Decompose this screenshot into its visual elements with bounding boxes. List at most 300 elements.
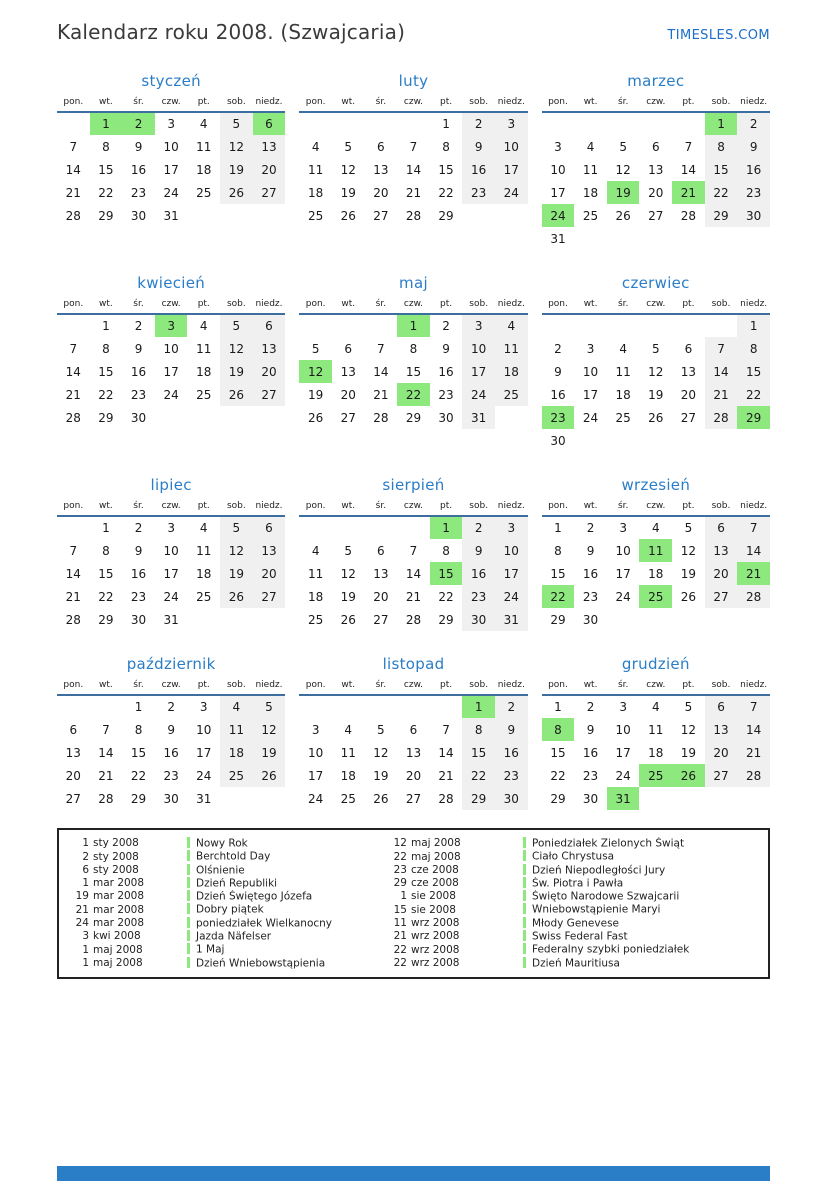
- day-cell: 5: [651, 341, 660, 356]
- month-table: [299, 678, 527, 810]
- legend-holiday-label: Dzień Mauritiusa: [532, 957, 620, 970]
- day-cell: 28: [680, 208, 697, 223]
- day-cell: 29: [438, 208, 454, 223]
- day-cell: 28: [65, 208, 81, 223]
- empty-day-cell: [332, 695, 365, 718]
- empty-day-cell: [705, 227, 738, 250]
- weekday-label: sob.: [705, 95, 738, 112]
- day-cell: 31: [163, 612, 179, 627]
- empty-day-cell: [462, 204, 495, 227]
- legend-row: [67, 864, 760, 877]
- empty-day-cell: [495, 406, 528, 429]
- holiday-marker-icon: [523, 877, 526, 888]
- day-cell: 16: [582, 745, 599, 760]
- day-cell: 21: [65, 387, 81, 402]
- week-row: [57, 585, 285, 608]
- week-row: [299, 406, 527, 429]
- day-cell: 13: [65, 745, 81, 760]
- legend-date: 1 maj 2008: [82, 943, 143, 956]
- weekday-label: niedz.: [495, 499, 528, 516]
- day-cell: 15: [550, 745, 566, 760]
- weekend-day-cell: 26: [220, 585, 253, 608]
- holiday-marker-icon: [187, 837, 190, 848]
- weekend-day-cell: 8: [462, 718, 495, 741]
- day-cell: 13: [648, 162, 664, 177]
- weekday-label: wt.: [574, 678, 607, 695]
- month-table: [57, 678, 285, 810]
- weekend-day-cell: 9: [737, 135, 770, 158]
- day-cell: 17: [163, 364, 179, 379]
- day-cell: 8: [134, 722, 143, 737]
- legend-holiday-name: [523, 943, 760, 956]
- holiday-day-cell: 1: [397, 314, 430, 337]
- week-row: [542, 337, 770, 360]
- weekend-day-cell: 10: [495, 135, 528, 158]
- day-cell: 24: [196, 768, 212, 783]
- weekend-day-cell: 10: [495, 539, 528, 562]
- legend-date: 22 maj 2008: [393, 850, 461, 863]
- weekday-label: pt.: [672, 499, 705, 516]
- weekday-label: czw.: [397, 499, 430, 516]
- weekday-label: pt.: [187, 499, 220, 516]
- day-cell: 30: [163, 791, 179, 806]
- legend-row: [67, 877, 760, 890]
- legend-date: 15 sie 2008: [393, 903, 456, 916]
- day-cell: 17: [615, 745, 631, 760]
- legend-holiday-name: [523, 850, 760, 863]
- day-cell: 1: [102, 319, 110, 333]
- weekday-label: czw.: [397, 678, 430, 695]
- weekend-day-cell: 13: [253, 539, 286, 562]
- empty-day-cell: [672, 429, 705, 452]
- day-cell: 20: [373, 589, 389, 604]
- month-table: [542, 678, 770, 810]
- weekday-label: sob.: [462, 499, 495, 516]
- day-cell: 16: [130, 364, 147, 379]
- weekday-label: niedz.: [737, 678, 770, 695]
- empty-day-cell: [430, 695, 463, 718]
- weekday-label: pon.: [57, 297, 90, 314]
- empty-day-cell: [155, 406, 188, 429]
- weekday-label: sob.: [220, 297, 253, 314]
- month-table: [542, 499, 770, 631]
- day-cell: 3: [167, 117, 175, 131]
- day-cell: 9: [167, 722, 175, 737]
- week-row: [542, 383, 770, 406]
- month-10: [57, 655, 285, 810]
- day-cell: 25: [196, 387, 212, 402]
- weekend-day-cell: 15: [462, 741, 495, 764]
- day-cell: 7: [684, 139, 693, 154]
- weekend-day-cell: 9: [495, 718, 528, 741]
- holiday-day-cell: 25: [639, 585, 672, 608]
- weekend-day-cell: 7: [737, 695, 770, 718]
- day-cell: 8: [442, 543, 450, 558]
- empty-day-cell: [253, 406, 286, 429]
- legend-date: 21 wrz 2008: [393, 930, 460, 943]
- week-row: [57, 383, 285, 406]
- weekend-day-cell: 22: [705, 181, 738, 204]
- holiday-day-cell: 15: [430, 562, 463, 585]
- legend-holiday-label: Dzień Wniebowstąpienia: [196, 957, 326, 970]
- day-cell: 17: [163, 566, 179, 581]
- legend-date: 1 sty 2008: [82, 837, 139, 850]
- day-cell: 4: [311, 139, 320, 154]
- weekend-day-cell: 24: [462, 383, 495, 406]
- weekday-label: śr.: [365, 678, 398, 695]
- day-cell: 15: [98, 162, 114, 177]
- day-cell: 4: [586, 139, 595, 154]
- day-cell: 14: [98, 745, 114, 760]
- page-title: Kalendarz roku 2008. (Szwajcaria): [57, 20, 406, 44]
- legend-holiday-name: [187, 903, 385, 916]
- site-link[interactable]: TIMESLES.COM: [667, 28, 770, 43]
- weekend-day-cell: 13: [253, 337, 286, 360]
- weekday-label: śr.: [607, 499, 640, 516]
- empty-day-cell: [672, 608, 705, 631]
- day-cell: 26: [373, 791, 389, 806]
- weekend-day-cell: 10: [462, 337, 495, 360]
- weekday-label: sob.: [220, 95, 253, 112]
- weekday-label: pt.: [187, 297, 220, 314]
- weekday-label: czw.: [397, 95, 430, 112]
- holiday-legend-box: [57, 828, 770, 979]
- week-row: [57, 562, 285, 585]
- empty-day-cell: [332, 112, 365, 135]
- day-cell: 4: [311, 543, 320, 558]
- day-cell: 23: [582, 589, 599, 604]
- day-cell: 30: [130, 208, 147, 223]
- legend-holiday-name: [187, 877, 385, 890]
- day-cell: 30: [130, 612, 147, 627]
- day-cell: 20: [648, 185, 664, 200]
- weekend-day-cell: 16: [462, 562, 495, 585]
- holiday-marker-icon: [187, 903, 190, 914]
- day-cell: 21: [405, 185, 422, 200]
- month-table: [57, 297, 285, 429]
- weekend-day-cell: 2: [495, 695, 528, 718]
- day-cell: 5: [377, 722, 385, 737]
- day-cell: 31: [196, 791, 212, 806]
- weekday-label: wt.: [90, 678, 123, 695]
- month-8: [299, 476, 527, 631]
- day-cell: 6: [684, 341, 693, 356]
- empty-day-cell: [57, 695, 90, 718]
- holiday-marker-icon: [187, 850, 190, 861]
- weekend-day-cell: 23: [462, 585, 495, 608]
- day-cell: 30: [582, 612, 599, 627]
- day-cell: 4: [651, 521, 660, 535]
- month-5: [299, 274, 527, 429]
- legend-holiday-label: Dobry piątek: [196, 903, 264, 916]
- weekday-label: wt.: [332, 95, 365, 112]
- legend-holiday-name: [523, 890, 760, 903]
- week-row: [542, 585, 770, 608]
- empty-day-cell: [639, 227, 672, 250]
- day-cell: 12: [340, 566, 356, 581]
- day-cell: 17: [550, 185, 566, 200]
- day-cell: 29: [438, 612, 454, 627]
- legend-holiday-label: Swiss Federal Fast: [532, 930, 628, 943]
- legend-date: 22 wrz 2008: [393, 943, 460, 956]
- day-cell: 29: [550, 612, 566, 627]
- day-cell: 25: [582, 208, 599, 223]
- legend-date: 1 sie 2008: [400, 890, 456, 903]
- day-cell: 29: [98, 410, 114, 425]
- week-row: [299, 516, 527, 539]
- day-cell: 3: [619, 521, 627, 535]
- weekday-label: pt.: [672, 95, 705, 112]
- day-cell: 11: [196, 341, 212, 356]
- day-cell: 4: [344, 722, 353, 737]
- day-cell: 30: [550, 433, 566, 448]
- day-cell: 10: [163, 543, 179, 558]
- weekday-label: śr.: [122, 678, 155, 695]
- weekday-label: sob.: [462, 678, 495, 695]
- day-cell: 26: [615, 208, 631, 223]
- empty-day-cell: [332, 516, 365, 539]
- months-grid: [57, 72, 770, 810]
- day-cell: 22: [550, 768, 566, 783]
- weekday-label: pon.: [57, 499, 90, 516]
- weekend-day-cell: 23: [737, 181, 770, 204]
- day-cell: 23: [130, 589, 147, 604]
- weekend-day-cell: 28: [737, 764, 770, 787]
- day-cell: 27: [65, 791, 81, 806]
- day-cell: 8: [409, 341, 418, 356]
- day-cell: 4: [199, 319, 208, 333]
- month-title: listopad: [382, 655, 445, 673]
- weekday-label: pon.: [57, 95, 90, 112]
- page-header: [57, 20, 770, 44]
- week-row: [299, 585, 527, 608]
- day-cell: 21: [438, 768, 454, 783]
- legend-holiday-label: Ciało Chrystusa: [532, 850, 615, 863]
- empty-day-cell: [253, 204, 286, 227]
- weekend-day-cell: 25: [495, 383, 528, 406]
- day-cell: 20: [405, 768, 422, 783]
- week-row: [299, 112, 527, 135]
- weekday-label: wt.: [90, 499, 123, 516]
- day-cell: 6: [409, 722, 418, 737]
- day-cell: 16: [582, 566, 599, 581]
- empty-day-cell: [607, 429, 640, 452]
- day-cell: 16: [163, 745, 179, 760]
- day-cell: 4: [619, 341, 627, 356]
- day-cell: 18: [648, 566, 664, 581]
- legend-holiday-label: Młody Genevese: [532, 917, 619, 930]
- legend-holiday-name: [187, 837, 385, 850]
- weekday-label: śr.: [365, 297, 398, 314]
- legend-holiday-label: Olśnienie: [196, 864, 245, 877]
- day-cell: 11: [307, 162, 324, 177]
- week-row: [542, 787, 770, 810]
- weekday-label: niedz.: [737, 297, 770, 314]
- weekday-label: pt.: [430, 297, 463, 314]
- week-row: [299, 608, 527, 631]
- day-cell: 11: [615, 364, 631, 379]
- weekend-day-cell: 15: [737, 360, 770, 383]
- day-cell: 12: [373, 745, 389, 760]
- weekday-label: pt.: [430, 95, 463, 112]
- week-row: [299, 695, 527, 718]
- holiday-marker-icon: [523, 864, 526, 875]
- day-cell: 19: [340, 185, 356, 200]
- day-cell: 8: [102, 543, 110, 558]
- day-cell: 6: [69, 722, 78, 737]
- day-cell: 8: [554, 543, 562, 558]
- day-cell: 6: [377, 139, 385, 154]
- weekend-day-cell: 17: [462, 360, 495, 383]
- day-cell: 25: [615, 410, 631, 425]
- day-cell: 9: [134, 543, 143, 558]
- day-cell: 13: [405, 745, 422, 760]
- day-cell: 5: [619, 139, 627, 154]
- empty-day-cell: [672, 314, 705, 337]
- weekday-label: śr.: [365, 95, 398, 112]
- day-cell: 4: [199, 117, 208, 131]
- day-cell: 14: [680, 162, 697, 177]
- holiday-marker-icon: [187, 957, 190, 968]
- legend-row: [67, 917, 760, 930]
- weekend-day-cell: 9: [462, 135, 495, 158]
- legend-row: [67, 957, 760, 970]
- month-title: lipiec: [150, 476, 192, 494]
- weekday-label: sob.: [462, 297, 495, 314]
- day-cell: 12: [615, 162, 631, 177]
- day-cell: 14: [405, 162, 422, 177]
- day-cell: 3: [554, 139, 562, 154]
- holiday-marker-icon: [523, 957, 526, 968]
- weekend-day-cell: 4: [495, 314, 528, 337]
- day-cell: 28: [438, 791, 454, 806]
- empty-day-cell: [90, 695, 123, 718]
- weekend-day-cell: 12: [220, 539, 253, 562]
- day-cell: 21: [65, 589, 81, 604]
- weekend-day-cell: 25: [220, 764, 253, 787]
- day-cell: 4: [199, 521, 208, 535]
- weekend-day-cell: 20: [705, 562, 738, 585]
- day-cell: 16: [130, 162, 147, 177]
- legend-date: 2 sty 2008: [82, 850, 139, 863]
- holiday-day-cell: 8: [542, 718, 575, 741]
- weekend-day-cell: 17: [495, 562, 528, 585]
- weekend-day-cell: 17: [495, 158, 528, 181]
- weekend-day-cell: 7: [737, 516, 770, 539]
- weekday-label: niedz.: [737, 95, 770, 112]
- legend-date: 22 wrz 2008: [393, 956, 460, 969]
- day-cell: 19: [680, 745, 697, 760]
- week-row: [299, 764, 527, 787]
- holiday-day-cell: 6: [253, 112, 286, 135]
- holiday-day-cell: 21: [672, 181, 705, 204]
- empty-day-cell: [299, 695, 332, 718]
- legend-holiday-name: [523, 957, 760, 970]
- weekend-day-cell: 7: [705, 337, 738, 360]
- holiday-day-cell: 12: [299, 360, 332, 383]
- legend-row: [67, 943, 760, 956]
- week-row: [57, 204, 285, 227]
- day-cell: 22: [98, 185, 114, 200]
- legend-holiday-name: [523, 917, 760, 930]
- weekend-day-cell: 30: [737, 204, 770, 227]
- empty-day-cell: [220, 608, 253, 631]
- week-row: [299, 787, 527, 810]
- day-cell: 21: [98, 768, 114, 783]
- month-2: [299, 72, 527, 227]
- day-cell: 26: [680, 589, 697, 604]
- week-row: [57, 787, 285, 810]
- day-cell: 6: [377, 543, 385, 558]
- holiday-day-cell: 3: [155, 314, 188, 337]
- holiday-day-cell: 11: [639, 539, 672, 562]
- week-row: [542, 562, 770, 585]
- month-title: maj: [399, 274, 428, 292]
- day-cell: 28: [65, 410, 81, 425]
- day-cell: 7: [409, 543, 418, 558]
- legend-date: 21 mar 2008: [75, 903, 145, 916]
- weekend-day-cell: 20: [253, 158, 286, 181]
- legend-holiday-name: [523, 877, 760, 890]
- weekday-label: czw.: [639, 95, 672, 112]
- month-title: sierpień: [382, 476, 445, 494]
- weekend-day-cell: 20: [253, 360, 286, 383]
- week-row: [542, 204, 770, 227]
- weekend-day-cell: 5: [253, 695, 286, 718]
- weekday-label: śr.: [365, 499, 398, 516]
- empty-day-cell: [57, 314, 90, 337]
- week-row: [542, 406, 770, 429]
- day-cell: 23: [163, 768, 179, 783]
- empty-day-cell: [253, 608, 286, 631]
- legend-date: 1 maj 2008: [82, 956, 143, 969]
- legend-holiday-label: Berchtold Day: [196, 850, 271, 863]
- month-title: styczeń: [141, 72, 201, 90]
- legend-holiday-label: Dzień Świętego Józefa: [196, 890, 313, 903]
- weekday-label: pt.: [187, 95, 220, 112]
- day-cell: 17: [307, 768, 324, 783]
- empty-day-cell: [299, 516, 332, 539]
- day-cell: 2: [586, 700, 595, 714]
- day-cell: 18: [196, 364, 212, 379]
- week-row: [57, 741, 285, 764]
- weekend-day-cell: 13: [705, 718, 738, 741]
- week-row: [542, 718, 770, 741]
- holiday-marker-icon: [523, 930, 526, 941]
- day-cell: 20: [680, 387, 697, 402]
- empty-day-cell: [574, 112, 607, 135]
- legend-holiday-label: Poniedziałek Zielonych Świąt: [532, 837, 685, 850]
- weekend-day-cell: 5: [220, 516, 253, 539]
- weekday-label: śr.: [607, 678, 640, 695]
- day-cell: 9: [554, 364, 562, 379]
- holiday-marker-icon: [523, 850, 526, 861]
- empty-day-cell: [332, 314, 365, 337]
- day-cell: 16: [550, 387, 566, 402]
- day-cell: 25: [307, 612, 324, 627]
- day-cell: 7: [102, 722, 110, 737]
- weekend-day-cell: 28: [737, 585, 770, 608]
- day-cell: 2: [554, 341, 562, 356]
- month-title: wrzesień: [621, 476, 691, 494]
- weekday-label: śr.: [607, 297, 640, 314]
- week-row: [299, 539, 527, 562]
- day-cell: 4: [651, 700, 660, 714]
- day-cell: 3: [311, 722, 320, 737]
- weekend-day-cell: 2: [737, 112, 770, 135]
- empty-day-cell: [57, 112, 90, 135]
- week-row: [299, 158, 527, 181]
